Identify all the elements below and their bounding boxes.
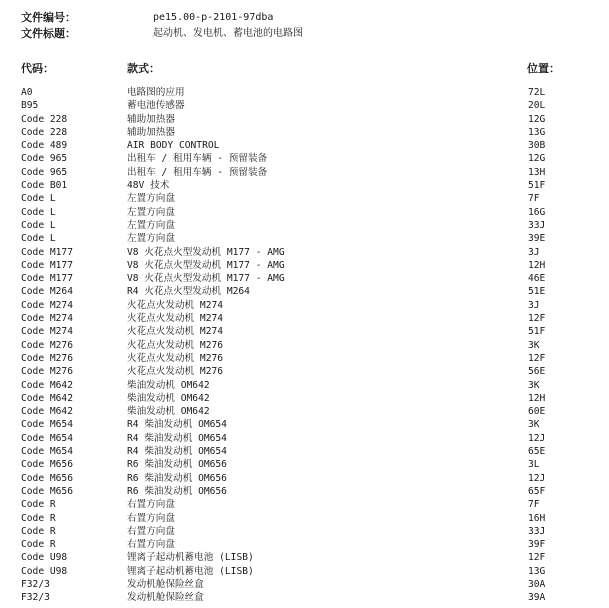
position-cell: 72L: [528, 87, 546, 98]
model-cell: 左置方向盘: [127, 233, 175, 245]
table-row: [0, 152, 609, 165]
table-row: [0, 285, 609, 298]
model-cell: 发动机舱保险丝盒: [127, 578, 204, 590]
table-row: [0, 232, 609, 245]
position-cell: 30B: [528, 140, 546, 152]
model-cell: 辅助加热器: [127, 113, 175, 125]
position-cell: 12G: [528, 153, 546, 165]
model-cell: 锂离子起动机蓄电池 (LISB): [127, 565, 254, 577]
model-cell: 发动机舱保险丝盒: [127, 592, 204, 604]
table-row: [0, 538, 609, 551]
code-cell: F32/3: [21, 592, 50, 604]
position-cell: 3K: [528, 419, 540, 431]
code-cell: Code M654: [21, 419, 73, 431]
model-cell: R6 柴油发动机 OM656: [127, 472, 227, 484]
code-cell: Code M654: [21, 432, 73, 444]
model-cell: 火花点火发动机 M274: [127, 299, 224, 311]
table-row: [0, 525, 609, 538]
code-cell: Code L: [21, 206, 56, 218]
code-cell: Code U98: [21, 565, 68, 577]
model-cell: 出租车 / 租用车辆 - 预留装备: [127, 153, 268, 165]
doc-number-row: [0, 11, 609, 25]
code-cell: Code M656: [21, 485, 73, 497]
code-cell: Code M276: [21, 366, 73, 378]
table-row: [0, 272, 609, 285]
position-cell: 30A: [528, 578, 546, 590]
model-cell: V8 火花点火型发动机 M177 - AMG: [127, 259, 285, 271]
code-cell: Code B01: [21, 180, 68, 192]
model-cell: 电路图的应用: [127, 87, 185, 98]
doc-title-value: 起动机、发电机、蓄电池的电路图: [153, 28, 303, 39]
table-row: [0, 445, 609, 458]
table-row: [0, 325, 609, 338]
code-cell: Code R: [21, 512, 56, 524]
model-cell: 火花点火发动机 M274: [127, 313, 224, 325]
code-cell: Code L: [21, 219, 56, 231]
code-cell: Code L: [21, 233, 56, 245]
position-cell: 12F: [528, 313, 546, 325]
model-cell: R4 火花点火型发动机 M264: [127, 286, 250, 298]
model-cell: 48V 技术: [127, 180, 170, 192]
table-row: [0, 206, 609, 219]
table-row: [0, 365, 609, 378]
code-cell: Code 965: [21, 153, 68, 165]
table-row: [0, 299, 609, 312]
doc-number-label: 文件编号：: [21, 11, 76, 24]
position-cell: 39A: [528, 592, 546, 604]
code-cell: Code M656: [21, 472, 73, 484]
code-cell: Code R: [21, 525, 56, 537]
position-cell: 12F: [528, 352, 546, 364]
doc-number-value: pe15.00-p-2101-97dba: [153, 12, 274, 23]
code-cell: Code M177: [21, 259, 73, 271]
model-cell: V8 火花点火型发动机 M177 - AMG: [127, 246, 285, 258]
doc-title-label: 文件标题：: [21, 27, 76, 40]
model-cell: R4 柴油发动机 OM654: [127, 432, 227, 444]
table-row: [0, 339, 609, 352]
table-row: [0, 551, 609, 564]
code-cell: Code 489: [21, 140, 68, 152]
position-cell: 51F: [528, 326, 546, 338]
table-row: [0, 512, 609, 525]
table-row: [0, 246, 609, 259]
table-row: [0, 99, 609, 112]
model-cell: 蓄电池传感器: [127, 100, 185, 112]
model-cell: 锂离子起动机蓄电池 (LISB): [127, 552, 254, 564]
table-row: [0, 392, 609, 405]
table-row: [0, 219, 609, 232]
code-cell: Code R: [21, 539, 56, 551]
table-row: [0, 472, 609, 485]
code-cell: Code M654: [21, 446, 73, 458]
table-row: [0, 432, 609, 445]
code-cell: Code 228: [21, 113, 68, 125]
code-cell: F32/3: [21, 578, 50, 590]
code-cell: Code M274: [21, 299, 73, 311]
model-cell: 火花点火发动机 M276: [127, 352, 224, 364]
code-cell: Code M274: [21, 313, 73, 325]
table-row: [0, 418, 609, 431]
model-cell: 柴油发动机 OM642: [127, 392, 210, 404]
table-row: [0, 352, 609, 365]
table-row: [0, 259, 609, 272]
position-cell: 3J: [528, 246, 540, 258]
position-cell: 46E: [528, 273, 546, 285]
model-cell: 右置方向盘: [127, 499, 175, 511]
position-cell: 12F: [528, 552, 546, 564]
code-cell: Code M177: [21, 246, 73, 258]
model-cell: 出租车 / 租用车辆 - 预留装备: [127, 166, 268, 178]
table-row: [0, 166, 609, 179]
table-row: [0, 379, 609, 392]
position-cell: 16H: [528, 512, 546, 524]
position-column-header: 位置：: [527, 62, 560, 75]
model-cell: 左置方向盘: [127, 193, 175, 205]
table-row: [0, 86, 609, 99]
model-cell: 柴油发动机 OM642: [127, 406, 210, 418]
table-body: [0, 86, 609, 605]
model-cell: 火花点火发动机 M276: [127, 339, 224, 351]
table-row: [0, 139, 609, 152]
position-cell: 7F: [528, 193, 540, 205]
table-row: [0, 498, 609, 511]
model-cell: 左置方向盘: [127, 206, 175, 218]
code-cell: Code M274: [21, 326, 73, 338]
code-cell: Code M642: [21, 379, 73, 391]
code-cell: B95: [21, 100, 39, 112]
model-cell: R6 柴油发动机 OM656: [127, 485, 227, 497]
table-row: [0, 485, 609, 498]
model-cell: R4 柴油发动机 OM654: [127, 446, 227, 458]
position-cell: 39F: [528, 539, 546, 551]
position-cell: 12G: [528, 113, 546, 125]
table-row: [0, 126, 609, 139]
code-cell: Code M276: [21, 339, 73, 351]
model-column-header: 款式：: [127, 62, 160, 75]
model-cell: R4 柴油发动机 OM654: [127, 419, 227, 431]
position-cell: 13H: [528, 166, 546, 178]
position-cell: 12H: [528, 392, 546, 404]
code-cell: Code M642: [21, 406, 73, 418]
model-cell: 右置方向盘: [127, 512, 175, 524]
table-row: [0, 591, 609, 604]
code-cell: Code M264: [21, 286, 73, 298]
position-cell: 51E: [528, 286, 546, 298]
position-cell: 16G: [528, 206, 546, 218]
model-cell: 右置方向盘: [127, 525, 175, 537]
position-cell: 56E: [528, 366, 546, 378]
code-cell: Code U98: [21, 552, 68, 564]
table-row: [0, 179, 609, 192]
position-cell: 3K: [528, 379, 540, 391]
code-cell: Code M642: [21, 392, 73, 404]
position-cell: 65E: [528, 446, 546, 458]
table-row: [0, 312, 609, 325]
position-cell: 65F: [528, 485, 546, 497]
model-cell: 左置方向盘: [127, 219, 175, 231]
code-cell: Code 228: [21, 126, 68, 138]
model-cell: 辅助加热器: [127, 126, 175, 138]
code-cell: A0: [21, 87, 33, 98]
position-cell: 7F: [528, 499, 540, 511]
code-cell: Code R: [21, 499, 56, 511]
position-cell: 13G: [528, 565, 546, 577]
position-cell: 60E: [528, 406, 546, 418]
code-cell: Code L: [21, 193, 56, 205]
table-row: [0, 113, 609, 126]
table-row: [0, 578, 609, 591]
table-row: [0, 458, 609, 471]
table-row: [0, 565, 609, 578]
code-cell: Code 965: [21, 166, 68, 178]
model-cell: 柴油发动机 OM642: [127, 379, 210, 391]
model-cell: AIR BODY CONTROL: [127, 140, 220, 152]
position-cell: 33J: [528, 525, 546, 537]
model-cell: 火花点火发动机 M276: [127, 366, 224, 378]
model-cell: V8 火花点火型发动机 M177 - AMG: [127, 273, 285, 285]
position-cell: 51F: [528, 180, 546, 192]
table-row: [0, 192, 609, 205]
model-cell: 右置方向盘: [127, 539, 175, 551]
model-cell: 火花点火发动机 M274: [127, 326, 224, 338]
position-cell: 20L: [528, 100, 546, 112]
position-cell: 3L: [528, 459, 540, 471]
position-cell: 39E: [528, 233, 546, 245]
position-cell: 12H: [528, 259, 546, 271]
position-cell: 33J: [528, 219, 546, 231]
table-row: [0, 405, 609, 418]
code-column-header: 代码：: [21, 62, 54, 75]
position-cell: 3J: [528, 299, 540, 311]
position-cell: 12J: [528, 472, 546, 484]
code-cell: Code M276: [21, 352, 73, 364]
position-cell: 3K: [528, 339, 540, 351]
model-cell: R6 柴油发动机 OM656: [127, 459, 227, 471]
position-cell: 13G: [528, 126, 546, 138]
position-cell: 12J: [528, 432, 546, 444]
code-cell: Code M656: [21, 459, 73, 471]
doc-title-row: [0, 27, 609, 41]
code-cell: Code M177: [21, 273, 73, 285]
